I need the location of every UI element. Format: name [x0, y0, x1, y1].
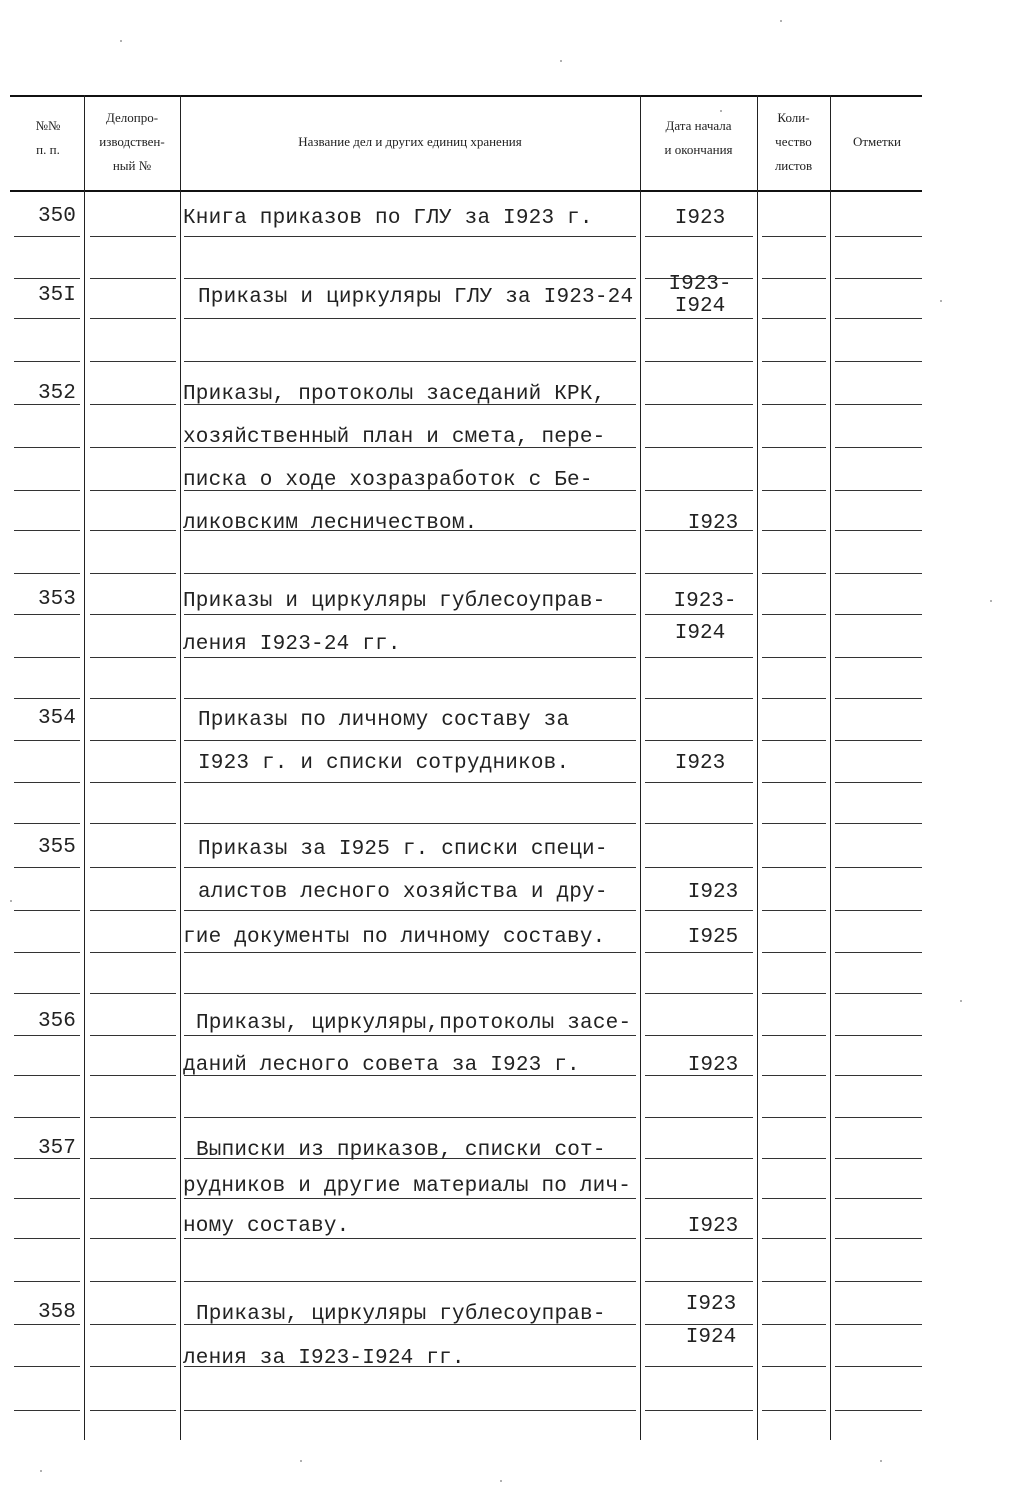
ruled-line [645, 657, 753, 658]
ruled-line [14, 698, 80, 699]
ruled-line [835, 782, 922, 783]
ruled-line [645, 404, 753, 405]
ruled-line [835, 867, 922, 868]
ruled-line [762, 823, 826, 824]
row-title-line: Выписки из приказов, списки сот- [196, 1139, 606, 1162]
ruled-line [184, 952, 636, 953]
ruled-line [90, 993, 176, 994]
row-number: 350 [38, 205, 76, 228]
ruled-line [645, 1035, 753, 1036]
ruled-line [762, 1410, 826, 1411]
ruled-line [90, 278, 176, 279]
ruled-line [90, 1281, 176, 1282]
ruled-line [762, 1117, 826, 1118]
ruled-line [14, 573, 80, 574]
ruled-line [90, 530, 176, 531]
row-date: I925 [687, 926, 739, 949]
paper-speck [720, 110, 722, 112]
ruled-line [14, 1117, 80, 1118]
row-title-line: ликовским лесничеством. [183, 512, 478, 535]
ruled-line [90, 318, 176, 319]
row-title-line: алистов лесного хозяйства и дру- [198, 881, 608, 904]
table-top-rule [10, 95, 922, 97]
ruled-line [90, 573, 176, 574]
ruled-line [184, 1198, 636, 1199]
column-divider [830, 95, 831, 1440]
row-date: I923 [674, 207, 726, 230]
ruled-line [645, 782, 753, 783]
ruled-line [645, 1238, 753, 1239]
ruled-line [14, 614, 80, 615]
ruled-line [645, 740, 753, 741]
ruled-line [762, 1198, 826, 1199]
ruled-line [835, 1158, 922, 1159]
paper-speck [300, 1460, 302, 1462]
paper-speck [880, 1460, 882, 1462]
ruled-line [835, 1117, 922, 1118]
row-number: 356 [38, 1010, 76, 1033]
column-divider [84, 95, 85, 1440]
ruled-line [835, 1035, 922, 1036]
row-number: 352 [38, 382, 76, 405]
ruled-line [14, 1281, 80, 1282]
ruled-line [762, 404, 826, 405]
ruled-line [835, 993, 922, 994]
ruled-line [14, 318, 80, 319]
ruled-line [835, 278, 922, 279]
ruled-line [90, 952, 176, 953]
ruled-line [14, 1238, 80, 1239]
ruled-line [645, 361, 753, 362]
ruled-line [184, 910, 636, 911]
ruled-line [645, 1117, 753, 1118]
ruled-line [14, 490, 80, 491]
row-date: I923 [687, 512, 739, 535]
ruled-line [184, 657, 636, 658]
ruled-line [14, 740, 80, 741]
ruled-line [184, 1281, 636, 1282]
row-date: I923 [674, 752, 726, 775]
ruled-line [184, 278, 636, 279]
ruled-line [14, 782, 80, 783]
ruled-line [90, 657, 176, 658]
ruled-line [184, 361, 636, 362]
ruled-line [645, 1366, 753, 1367]
ruled-line [645, 698, 753, 699]
row-date: I923- [673, 590, 737, 613]
ruled-line [762, 490, 826, 491]
ruled-line [184, 573, 636, 574]
ruled-line [762, 910, 826, 911]
ruled-line [645, 952, 753, 953]
ruled-line [835, 361, 922, 362]
row-date: I923 [687, 1215, 739, 1238]
ruled-line [835, 404, 922, 405]
ruled-line [762, 573, 826, 574]
ruled-line [762, 1281, 826, 1282]
row-title-line: даний лесного совета за I923 г. [183, 1054, 580, 1077]
paper-speck [500, 1480, 502, 1482]
ruled-line [90, 910, 176, 911]
ruled-line [835, 1075, 922, 1076]
row-title-line: Приказы и циркуляры гублесоуправ- [183, 590, 606, 613]
row-title-line: I923 г. и списки сотрудников. [198, 752, 570, 775]
ruled-line [835, 318, 922, 319]
ruled-line [835, 530, 922, 531]
ruled-line [90, 1366, 176, 1367]
ruled-line [835, 952, 922, 953]
ruled-line [645, 867, 753, 868]
ruled-line [90, 1198, 176, 1199]
ruled-line [14, 236, 80, 237]
row-date: I923- [668, 273, 732, 296]
ruled-line [762, 447, 826, 448]
row-number: 353 [38, 588, 76, 611]
row-title-line: писка о ходе хозразработок с Бе- [183, 469, 593, 492]
ruled-line [14, 1410, 80, 1411]
ruled-line [762, 1366, 826, 1367]
ruled-line [184, 740, 636, 741]
ruled-line [645, 490, 753, 491]
ruled-line [14, 867, 80, 868]
ruled-line [762, 952, 826, 953]
ruled-line [645, 993, 753, 994]
ruled-line [90, 1075, 176, 1076]
row-title-line: Приказы и циркуляры ГЛУ за I923-24 [198, 286, 634, 309]
ruled-line [835, 236, 922, 237]
ruled-line [835, 1281, 922, 1282]
ruled-line [835, 910, 922, 911]
ruled-line [184, 614, 636, 615]
ruled-line [14, 1198, 80, 1199]
row-title-line: гие документы по личному составу. [183, 926, 606, 949]
row-title-line: ления I923-24 гг. [183, 633, 401, 656]
ruled-line [90, 740, 176, 741]
ruled-line [645, 823, 753, 824]
ruled-line [645, 573, 753, 574]
ruled-line [184, 1410, 636, 1411]
ruled-line [835, 1410, 922, 1411]
header-dates: Дата начала и окончания [664, 118, 733, 157]
ruled-line [184, 823, 636, 824]
ruled-line [90, 236, 176, 237]
ruled-line [90, 867, 176, 868]
ruled-line [762, 361, 826, 362]
paper-speck [940, 300, 942, 302]
row-date: I924 [674, 295, 726, 318]
row-title-line: Приказы, циркуляры гублесоуправ- [196, 1303, 606, 1326]
column-divider [640, 95, 641, 1440]
ruled-line [184, 318, 636, 319]
column-divider [757, 95, 758, 1440]
row-number: 354 [38, 707, 76, 730]
ruled-line [645, 910, 753, 911]
ruled-line [14, 993, 80, 994]
ruled-line [184, 1238, 636, 1239]
row-date: I923 [687, 1054, 739, 1077]
row-title-line: Приказы, циркуляры,протоколы засе- [196, 1012, 632, 1035]
header-number: №№ п. п. [35, 118, 61, 157]
ruled-line [762, 782, 826, 783]
row-date: I923 [685, 1293, 737, 1316]
ruled-line [645, 447, 753, 448]
row-number: 358 [38, 1301, 76, 1324]
paper-speck [120, 40, 122, 42]
row-title-line: Приказы за I925 г. списки специ- [198, 838, 608, 861]
ruled-line [14, 1035, 80, 1036]
ruled-line [835, 823, 922, 824]
ruled-line [184, 1035, 636, 1036]
ruled-line [14, 530, 80, 531]
paper-speck [990, 600, 992, 602]
ruled-line [762, 1324, 826, 1325]
ruled-line [14, 447, 80, 448]
ruled-line [90, 1238, 176, 1239]
ruled-line [762, 657, 826, 658]
paper-speck [780, 20, 782, 22]
paper-speck [10, 900, 12, 902]
paper-speck [960, 1000, 962, 1002]
ruled-line [645, 614, 753, 615]
column-divider [180, 95, 181, 1440]
ruled-line [835, 740, 922, 741]
row-title-line: ления за I923-I924 гг. [183, 1347, 465, 1370]
ruled-line [90, 361, 176, 362]
paper-speck [560, 60, 562, 62]
row-title-line: рудников и другие материалы по лич- [183, 1175, 632, 1198]
ruled-line [762, 1075, 826, 1076]
row-title-line: хозяйственный план и смета, пере- [183, 426, 606, 449]
ruled-line [90, 614, 176, 615]
ruled-line [835, 1198, 922, 1199]
ruled-line [184, 782, 636, 783]
ruled-line [90, 490, 176, 491]
ruled-line [762, 278, 826, 279]
paper-speck [40, 1470, 42, 1472]
ruled-line [90, 1324, 176, 1325]
ruled-line [645, 1198, 753, 1199]
ruled-line [835, 698, 922, 699]
ruled-line [762, 1158, 826, 1159]
ruled-line [14, 1324, 80, 1325]
ruled-line [835, 573, 922, 574]
ruled-line [762, 614, 826, 615]
header-notes: Отметки [852, 134, 902, 149]
ruled-line [184, 236, 636, 237]
header-office-number: Делопро- изводствен- ный № [99, 110, 165, 173]
row-title-line: Книга приказов по ГЛУ за I923 г. [183, 207, 593, 230]
ruled-line [645, 1324, 753, 1325]
ruled-line [835, 490, 922, 491]
row-number: 35I [38, 284, 76, 307]
ruled-line [762, 867, 826, 868]
ruled-line [645, 318, 753, 319]
ruled-line [90, 1035, 176, 1036]
ruled-line [14, 361, 80, 362]
row-title-line: ному составу. [183, 1215, 350, 1238]
row-number: 355 [38, 836, 76, 859]
ruled-line [835, 1366, 922, 1367]
ruled-line [90, 1410, 176, 1411]
ruled-line [835, 1324, 922, 1325]
ruled-line [90, 404, 176, 405]
ruled-line [90, 823, 176, 824]
ruled-line [14, 657, 80, 658]
row-title-line: Приказы по личному составу за [198, 709, 570, 732]
ruled-line [90, 782, 176, 783]
row-date: I924 [685, 1326, 737, 1349]
ruled-line [762, 698, 826, 699]
ruled-line [90, 1158, 176, 1159]
ruled-line [14, 823, 80, 824]
ruled-line [184, 867, 636, 868]
row-date: I923 [687, 881, 739, 904]
ruled-line [184, 698, 636, 699]
ruled-line [762, 1238, 826, 1239]
row-number: 357 [38, 1137, 76, 1160]
row-date: I924 [674, 622, 726, 645]
ruled-line [835, 447, 922, 448]
ruled-line [184, 993, 636, 994]
ruled-line [14, 278, 80, 279]
header-title: Название дел и других единиц хранения [298, 134, 522, 149]
ruled-line [762, 236, 826, 237]
ruled-line [645, 1281, 753, 1282]
ruled-line [835, 657, 922, 658]
ruled-line [835, 614, 922, 615]
ruled-line [762, 993, 826, 994]
ruled-line [90, 447, 176, 448]
header-bottom-rule [10, 190, 922, 192]
ruled-line [762, 740, 826, 741]
header-sheets: Коли- чество листов [774, 110, 813, 173]
ruled-line [762, 530, 826, 531]
ruled-line [90, 698, 176, 699]
ruled-line [645, 1158, 753, 1159]
ruled-line [762, 318, 826, 319]
ruled-line [90, 1117, 176, 1118]
ruled-line [835, 1238, 922, 1239]
ruled-line [14, 1366, 80, 1367]
ruled-line [645, 1410, 753, 1411]
ruled-line [14, 1075, 80, 1076]
ruled-line [762, 1035, 826, 1036]
ruled-line [14, 910, 80, 911]
ruled-line [184, 1117, 636, 1118]
ruled-line [14, 952, 80, 953]
ruled-line [645, 236, 753, 237]
row-title-line: Приказы, протоколы заседаний КРК, [183, 383, 606, 406]
